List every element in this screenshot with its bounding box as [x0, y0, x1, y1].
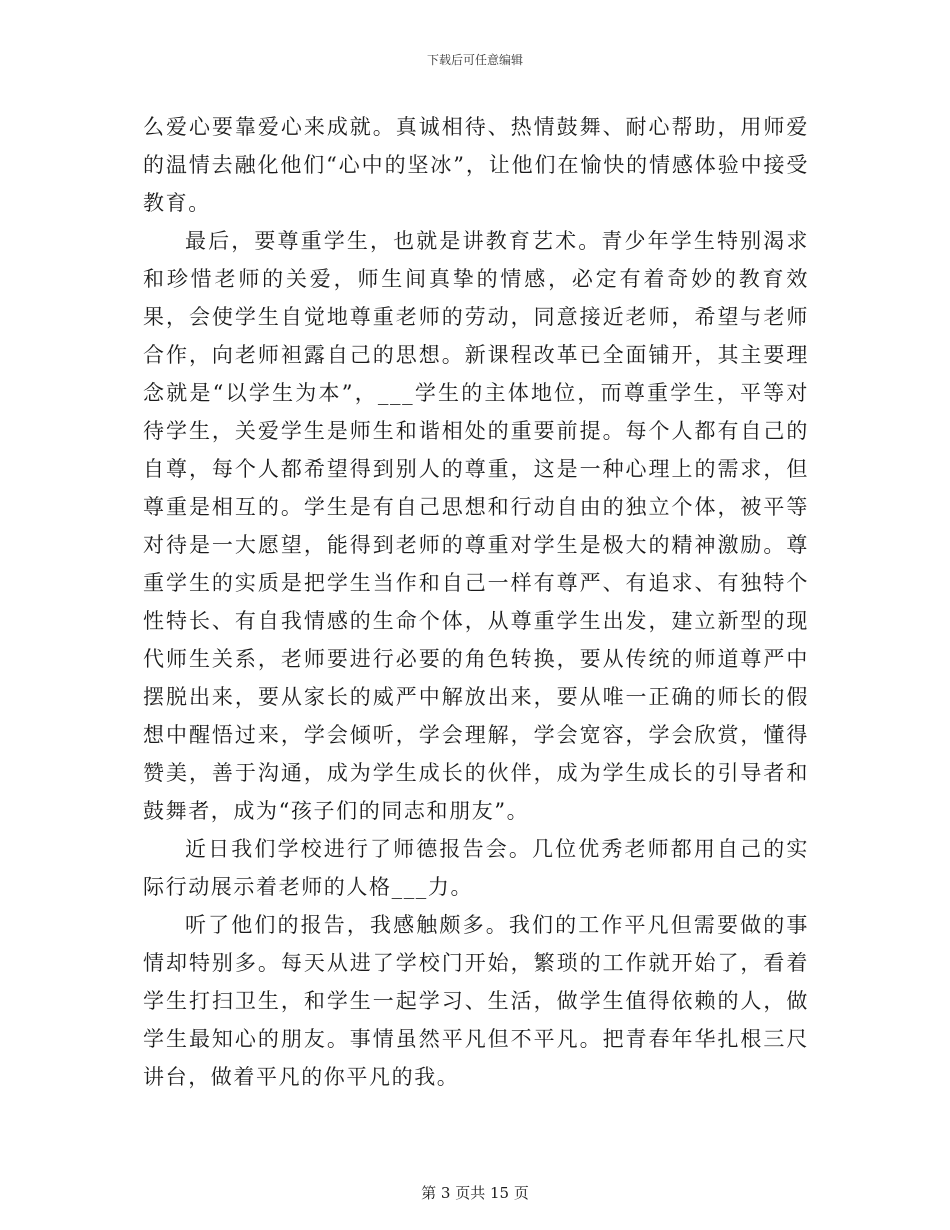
paragraph-respect-students: 最后，要尊重学生，也就是讲教育艺术。青少年学生特别渴求和珍惜老师的关爱，师生间真挚的情感，必定有着奇妙的教育效果，会使学生自觉地尊重老师的劳动，同意接近老师，希望与老师合作，向老师袒露自己的思想。新课程改革已全面铺开，其主要理念就是“以学生为本”，___学生的主体地位，而尊重学生，平等对待学生，关爱学生是师生和谐相处的重要前提。每个人都有自己的自尊，每个人都希望得到别人的尊重，这是一种心理上的需求，但尊重是相互的。学生是有自己思想和行动自由的独立个体，被平等对待是一大愿望，能得到老师的尊重对学生是极大的精神激励。尊重学生的实质是把学生当作和自己一样有尊严、有追求、有独特个性特长、有自我情感的生命个体，从尊重学生出发，建立新型的现代师生关系，老师要进行必要的角色转换，要从传统的师道尊严中摆脱出来，要从家长的威严中解放出来，要从唯一正确的师长的假想中醒悟过来，学会倾听，学会理解，学会宽容，学会欣赏，懂得赞美，善于沟通，成为学生成长的伙伴，成为学生成长的引导者和鼓舞者，成为“孩子们的同志和朋友”。 — [143, 229, 809, 823]
page-number: 第 3 页共 15 页 — [421, 1184, 529, 1202]
document-body — [143, 108, 809, 1096]
paragraph-reflection: 听了他们的报告，我感触颇多。我们的工作平凡但需要做的事情却特别多。每天从进了学校门开始，繁琐的工作就开始了，看着学生打扫卫生，和学生一起学习、生活，做学生值得依赖的人，做学生最知心的朋友。事情虽然平凡但不平凡。把青春年华扎根三尺讲台，做着平凡的你平凡的我。 — [143, 913, 809, 1089]
paragraph-continued: 么爱心要靠爱心来成就。真诚相待、热情鼓舞、耐心帮助，用师爱的温情去融化他们“心中的坚冰”，让他们在愉快的情感体验中接受教育。 — [143, 115, 809, 215]
page-header: 下载后可任意编辑 — [426, 53, 523, 67]
paragraph-ethics-report: 近日我们学校进行了师德报告会。几位优秀老师都用自己的实际行动展示着老师的人格___力。 — [143, 837, 809, 899]
